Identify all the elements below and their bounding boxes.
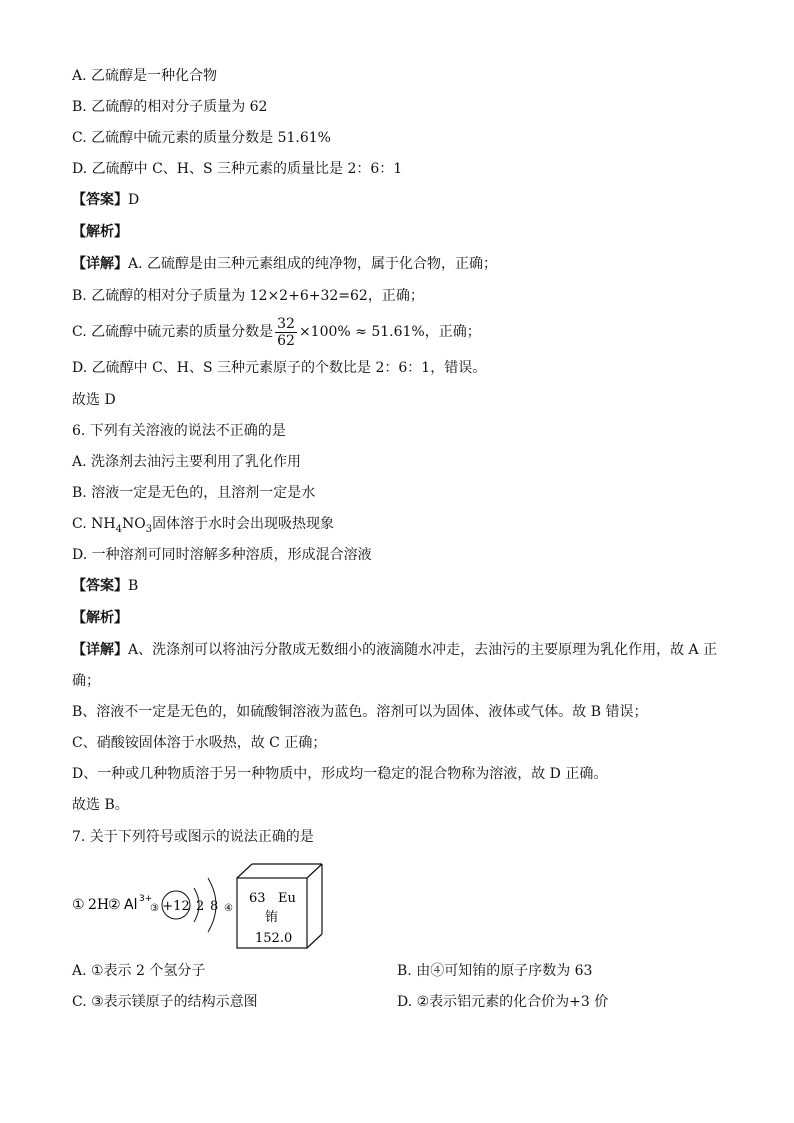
element-symbol: Eu: [278, 891, 296, 906]
symbol-2h: 2H: [88, 897, 110, 913]
mass-fraction: [275, 316, 297, 349]
atomic-number: 63: [249, 891, 266, 906]
marker-2: ②: [108, 897, 121, 913]
detail-tag: 【详解】: [72, 642, 128, 658]
detail-c-suffix: ×100% ≈ 51.61%，正确；: [298, 324, 481, 340]
q5-detail-d: D. 乙硫醇中 C、H、S 三种元素原子的个数比是 2：6：1，错误。: [72, 360, 487, 376]
card-edge-top-left: [237, 864, 252, 878]
q6-option-c: [72, 514, 334, 540]
q5-option-c: C. 乙硫醇中硫元素的质量分数是 51.61%: [72, 130, 331, 146]
q6-option-a: A. 洗涤剂去油污主要利用了乳化作用: [72, 454, 302, 470]
subscript-3: 3: [145, 523, 153, 535]
q7-stem: 7. 关于下列符号或图示的说法正确的是: [72, 829, 314, 845]
q6-analysis-tag: 【解析】: [72, 610, 128, 626]
q7-figure: [72, 858, 332, 954]
detail-c-prefix: C. 乙硫醇中硫元素的质量分数是: [72, 324, 274, 340]
marker-1: ①: [72, 897, 85, 913]
q6-conclusion: 故选 B。: [72, 797, 129, 813]
shell1-electrons: 2: [196, 899, 205, 914]
q6-detail-a2: 确；: [72, 673, 100, 689]
q6-option-d: D. 一种溶剂可同时溶解多种溶质，形成混合溶液: [72, 547, 372, 563]
atomic-mass: 152.0: [255, 931, 293, 946]
q6-detail-a1: [72, 640, 717, 660]
q5-analysis-tag: 【解析】: [72, 224, 128, 240]
q6-option-b: B. 溶液一定是无色的，且溶剂一定是水: [72, 485, 316, 501]
formula-no: NO: [121, 516, 146, 532]
q6-detail-d: D、一种或几种物质溶于另一种物质中，形成均一稳定的混合物称为溶液，故 D 正确。: [72, 766, 608, 782]
q5-detail-a: [72, 254, 497, 274]
marker-4: ④: [224, 903, 233, 914]
card-edge-top-right: [307, 864, 322, 878]
answer-tag: 【答案】: [72, 578, 128, 594]
q7-option-a: A. ①表示 2 个氢分子: [72, 963, 206, 979]
q6-detail-c: C、硝酸铵固体溶于水吸热，故 C 正确；: [72, 735, 327, 751]
magnesium-structure-diagram: [162, 878, 218, 932]
detail-tag: 【详解】: [72, 256, 128, 272]
q5-answer: [72, 190, 139, 210]
symbol-al: Al: [124, 897, 138, 913]
nucleus-charge: +12: [162, 899, 190, 914]
element-card-europium: [237, 864, 322, 948]
shell2-electrons: 8: [210, 899, 219, 914]
subscript-4: 4: [115, 523, 122, 535]
marker-3: ③: [150, 903, 159, 914]
answer-tag: 【答案】: [72, 192, 128, 208]
card-edge-bottom-right: [307, 934, 322, 948]
q5-option-a: A. 乙硫醇是一种化合物: [72, 68, 218, 84]
charge-superscript: 3+: [139, 894, 153, 904]
q5-option-b: B. 乙硫醇的相对分子质量为 62: [72, 99, 268, 115]
q7-option-b: B. 由④可知铕的原子序数为 63: [397, 963, 593, 979]
answer-value: D: [128, 192, 140, 208]
q7-option-c: C. ③表示镁原子的结构示意图: [72, 994, 258, 1010]
element-name: 铕: [265, 910, 279, 925]
fraction-denominator: 62: [277, 332, 295, 349]
q5-detail-c: [72, 312, 481, 352]
q6-detail-b: B、溶液不一定是无色的，如硫酸铜溶液为蓝色。溶剂可以为固体、液体或气体。故 B 错误；: [72, 704, 648, 720]
q5-detail-b: B. 乙硫醇的相对分子质量为 12×2+6+32=62，正确；: [72, 288, 424, 304]
option-c-suffix: 固体溶于水时会出现吸热现象: [152, 516, 335, 532]
q6-stem: 6. 下列有关溶液的说法不正确的是: [72, 423, 286, 439]
formula-nh: C. NH: [72, 516, 116, 532]
detail-a1-text: A、洗涤剂可以将油污分散成无数细小的液滴随水冲走，去油污的主要原理为乳化作用，故 A 正: [128, 642, 718, 658]
q5-conclusion: 故选 D: [72, 392, 116, 408]
q7-option-d: D. ②表示铝元素的化合价为+3 价: [397, 994, 609, 1010]
q5-option-d: D. 乙硫醇中 C、H、S 三种元素的质量比是 2：6：1: [72, 161, 403, 177]
answer-value: B: [128, 578, 139, 594]
detail-a-text: A. 乙硫醇是由三种元素组成的纯净物，属于化合物，正确；: [128, 256, 498, 272]
q6-answer: [72, 576, 138, 596]
fraction-numerator: 32: [277, 315, 295, 332]
